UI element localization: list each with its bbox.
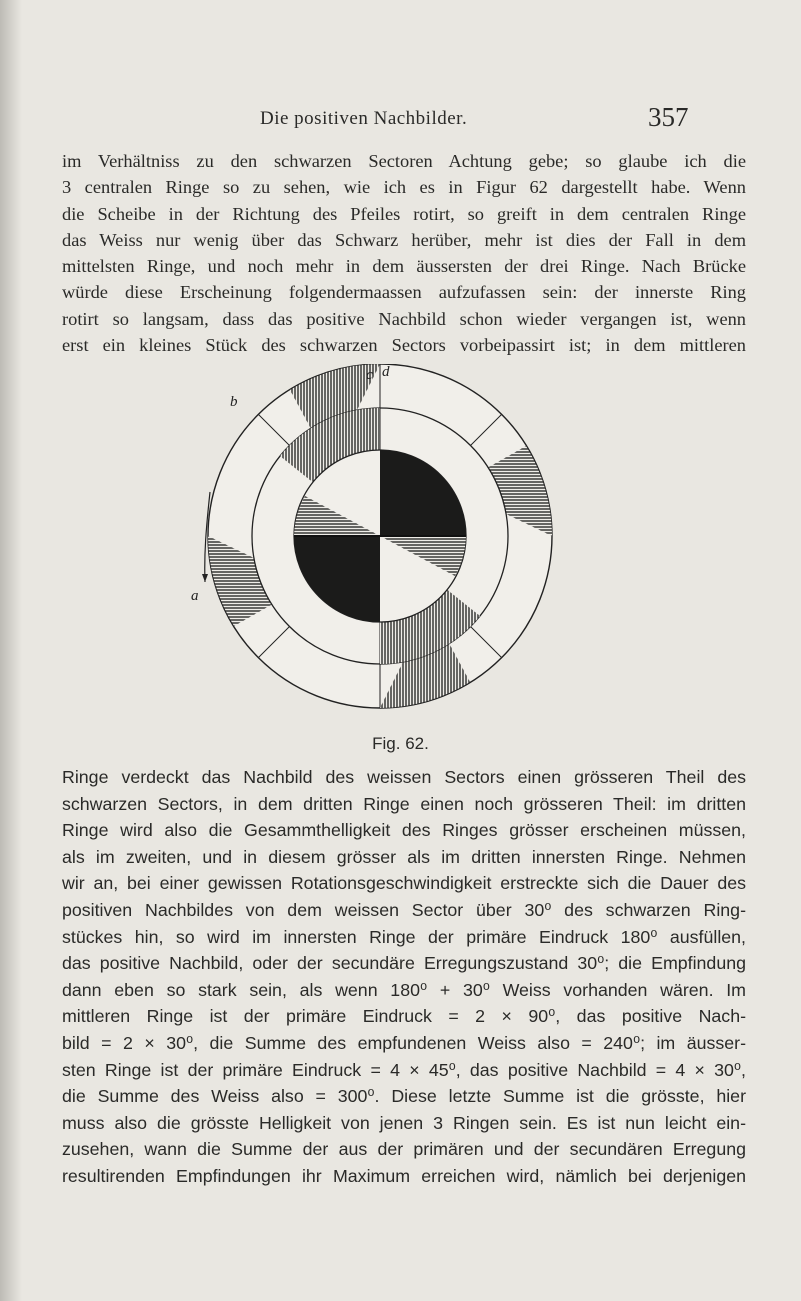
text-line: positiven Nachbildes von dem weissen Sector über 30⁰ des schwarzen Ring- [62, 899, 746, 920]
running-title: Die positiven Nachbilder. [260, 108, 468, 129]
text-line: das Weiss nur wenig über das Schwarz herüber, mehr ist dies der Fall in dem [62, 229, 746, 250]
paragraph-1 [62, 148, 746, 358]
label-a: a [191, 588, 199, 604]
text-line: schwarzen Sectors, in dem dritten Ringe einen noch grösseren Theil: im dritten [62, 793, 746, 814]
text-line: 3 centralen Ringe so zu sehen, wie ich es in Figur 62 dargestellt habe. Wenn [62, 177, 746, 198]
text-line: mittleren Ringe ist der primäre Eindruck = 2 × 90⁰, das positive Nach- [62, 1006, 746, 1027]
text-line: die Summe des Weiss also = 300⁰. Diese letzte Summe ist die grösste, hier [62, 1086, 746, 1107]
text-line: muss also die grösste Helligkeit von jenen 3 Ringen sein. Es ist nun leicht ein- [62, 1112, 746, 1133]
text-line: würde diese Erscheinung folgendermaassen aufzufassen sein: der innerste Ring [62, 282, 746, 303]
text-line: Ringe wird also die Gesammthelligkeit des Ringes grösser erscheinen müssen, [62, 820, 746, 841]
page-edge-shadow [0, 0, 22, 1301]
page-number: 357 [648, 102, 689, 132]
text-line: rotirt so langsam, dass das positive Nachbild schon wieder vergangen ist, wenn [62, 308, 746, 329]
text-line: zusehen, wann die Summe der aus der primären und der secundären Erregung [62, 1139, 746, 1160]
paragraph-2 [62, 764, 746, 1190]
text-line: Ringe verdeckt das Nachbild des weissen Sectors einen grösseren Theil des [62, 767, 746, 787]
arrow-head-icon [202, 574, 208, 582]
text-line: dann eben so stark sein, als wenn 180⁰ + 30⁰ Weiss vorhanden wären. Im [62, 979, 746, 1000]
text-line: die Scheibe in der Richtung des Pfeiles rotirt, so greift in dem centralen Ringe [62, 203, 746, 224]
label-c: c [366, 367, 373, 383]
text-line: resultirenden Empfindungen ihr Maximum erreichen wird, nämlich bei derjenigen [62, 1165, 746, 1186]
page-header [0, 104, 801, 134]
text-line: als im zweiten, und in diesem grösser als im dritten innersten Ringe. Nehmen [62, 846, 746, 867]
text-line: das positive Nachbild, oder der secundäre Erregungszustand 30⁰; die Empfindung [62, 953, 746, 974]
text-line: wir an, bei einer gewissen Rotationsgeschwindigkeit erstreckte sich die Dauer des [62, 873, 746, 894]
text-line: im Verhältniss zu den schwarzen Sectoren Achtung gebe; so glaube ich die [62, 151, 746, 171]
text-line: erst ein kleines Stück des schwarzen Sectors vorbeipassirt ist; in dem mittleren [62, 335, 746, 356]
text-line: sten Ringe ist der primäre Eindruck = 4 × 45⁰, das positive Nachbild = 4 × 30⁰, [62, 1059, 746, 1080]
rotating-disc-diagram [180, 364, 580, 734]
text-line: mittelsten Ringe, und noch mehr in dem äussersten der drei Ringe. Nach Brücke [62, 256, 746, 277]
figure-62-disc [180, 364, 580, 734]
figure-caption: Fig. 62. [372, 734, 429, 753]
text-line: stückes hin, so wird im innersten Ringe der primäre Eindruck 180⁰ ausfüllen, [62, 926, 746, 947]
text-line: bild = 2 × 30⁰, die Summe des empfundenen Weiss also = 240⁰; im äusser- [62, 1032, 746, 1053]
label-b: b [230, 394, 238, 410]
label-d: d [382, 364, 390, 380]
